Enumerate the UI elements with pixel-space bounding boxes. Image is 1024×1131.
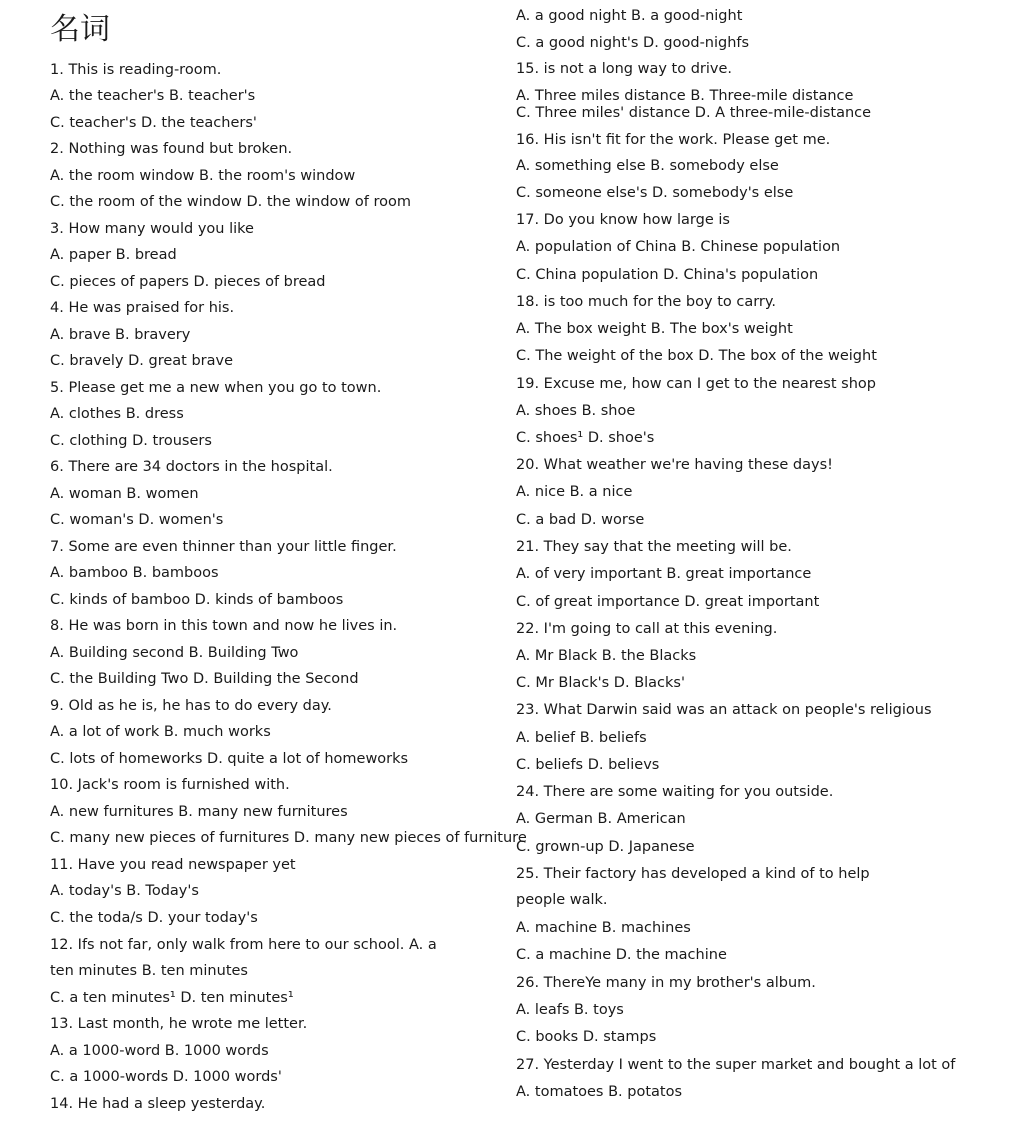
option-line: A. today's B. Today's <box>50 883 199 899</box>
question-line: 11. Have you read newspaper yet <box>50 857 296 873</box>
question-line: 7. Some are even thinner than your little finger. <box>50 539 397 555</box>
question-line: 23. What Darwin said was an attack on people's religious <box>516 702 932 718</box>
option-line: C. kinds of bamboo D. kinds of bamboos <box>50 592 344 608</box>
option-line: C. clothing D. trousers <box>50 433 212 449</box>
option-line: C. shoes¹ D. shoe's <box>516 430 655 446</box>
question-line: 3. How many would you like <box>50 221 254 237</box>
option-line: A. of very important B. great importance <box>516 566 812 582</box>
question-line: 2. Nothing was found but broken. <box>50 141 293 157</box>
option-line: A. a good night B. a good-night <box>516 8 743 24</box>
option-line: A. shoes B. shoe <box>516 403 636 419</box>
option-line: A. a 1000-word B. 1000 words <box>50 1043 269 1059</box>
option-line: C. of great importance D. great important <box>516 594 820 610</box>
option-line: A. bamboo B. bamboos <box>50 565 219 581</box>
option-line: C. teacher's D. the teachers' <box>50 115 257 131</box>
option-line: A. clothes B. dress <box>50 406 184 422</box>
option-line: A. machine B. machines <box>516 920 691 936</box>
option-line: A. leafs B. toys <box>516 1002 624 1018</box>
option-line: C. a ten minutes¹ D. ten minutes¹ <box>50 990 294 1006</box>
page-title: 名词 <box>50 12 110 47</box>
question-line: 27. Yesterday I went to the super market and bought a lot of <box>516 1057 956 1073</box>
option-line: A. Three miles distance B. Three-mile distance <box>516 88 854 104</box>
question-line: 18. is too much for the boy to carry. <box>516 294 777 310</box>
option-line: A. nice B. a nice <box>516 484 633 500</box>
option-line: A. woman B. women <box>50 486 199 502</box>
option-line: A. a lot of work B. much works <box>50 724 271 740</box>
option-line: C. many new pieces of furnitures D. many new pieces of furniture <box>50 830 527 846</box>
option-line: A. Building second B. Building Two <box>50 645 299 661</box>
option-line: C. lots of homeworks D. quite a lot of homeworks <box>50 751 409 767</box>
question-line: 1. This is reading-room. <box>50 62 222 78</box>
question-line: 9. Old as he is, he has to do every day. <box>50 698 332 714</box>
option-line: C. a good night's D. good-nighfs <box>516 35 750 51</box>
option-line: C. the Building Two D. Building the Second <box>50 671 359 687</box>
option-line: C. grown-up D. Japanese <box>516 839 695 855</box>
option-line: C. bravely D. great brave <box>50 353 233 369</box>
option-line: C. a bad D. worse <box>516 512 645 528</box>
question-line: 8. He was born in this town and now he lives in. <box>50 618 398 634</box>
question-line: 26. ThereYe many in my brother's album. <box>516 975 816 991</box>
question-line: 19. Excuse me, how can I get to the nearest shop <box>516 376 876 392</box>
option-line: C. a 1000-words D. 1000 words' <box>50 1069 282 1085</box>
question-line: 10. Jack's room is furnished with. <box>50 777 290 793</box>
question-line: 15. is not a long way to drive. <box>516 61 733 77</box>
option-line: A. new furnitures B. many new furnitures <box>50 804 348 820</box>
option-line: A. the room window B. the room's window <box>50 168 356 184</box>
option-line: A. population of China B. Chinese population <box>516 239 841 255</box>
question-line: 14. He had a sleep yesterday. <box>50 1096 266 1112</box>
option-line: A. paper B. bread <box>50 247 177 263</box>
option-line: C. a machine D. the machine <box>516 947 727 963</box>
option-line: C. woman's D. women's <box>50 512 224 528</box>
option-line: C. China population D. China's population <box>516 267 819 283</box>
question-line: 4. He was praised for his. <box>50 300 235 316</box>
question-line: 16. His isn't fit for the work. Please get me. <box>516 132 831 148</box>
option-line: A. the teacher's B. teacher's <box>50 88 256 104</box>
option-line: A. Mr Black B. the Blacks <box>516 648 697 664</box>
question-line: 13. Last month, he wrote me letter. <box>50 1016 308 1032</box>
option-line: A. brave B. bravery <box>50 327 191 343</box>
option-line: C. books D. stamps <box>516 1029 657 1045</box>
option-line: A. tomatoes B. potatos <box>516 1084 683 1100</box>
question-line: 22. I'm going to call at this evening. <box>516 621 778 637</box>
question-line: 20. What weather we're having these days! <box>516 457 833 473</box>
option-line: A. The box weight B. The box's weight <box>516 321 793 337</box>
option-line: A. German B. American <box>516 811 686 827</box>
question-line: 25. Their factory has developed a kind of to help people walk. <box>516 866 870 908</box>
option-line: C. someone else's D. somebody's else <box>516 185 794 201</box>
question-line: 17. Do you know how large is <box>516 212 730 228</box>
option-line: C. the toda/s D. your today's <box>50 910 258 926</box>
option-line: C. The weight of the box D. The box of the weight <box>516 348 877 364</box>
option-line: C. beliefs D. believs <box>516 757 660 773</box>
question-line: 21. They say that the meeting will be. <box>516 539 792 555</box>
question-line: 6. There are 34 doctors in the hospital. <box>50 459 333 475</box>
question-line: 12. Ifs not far, only walk from here to our school. A. a ten minutes B. ten minutes <box>50 937 437 979</box>
option-line: A. something else B. somebody else <box>516 158 779 174</box>
option-line: C. the room of the window D. the window of room <box>50 194 411 210</box>
option-line: C. Three miles' distance D. A three-mile-distance <box>516 105 872 121</box>
option-line: C. pieces of papers D. pieces of bread <box>50 274 326 290</box>
question-line: 24. There are some waiting for you outside. <box>516 784 834 800</box>
option-line: A. belief B. beliefs <box>516 730 647 746</box>
option-line: C. Mr Black's D. Blacks' <box>516 675 685 691</box>
question-line: 5. Please get me a new when you go to town. <box>50 380 382 396</box>
